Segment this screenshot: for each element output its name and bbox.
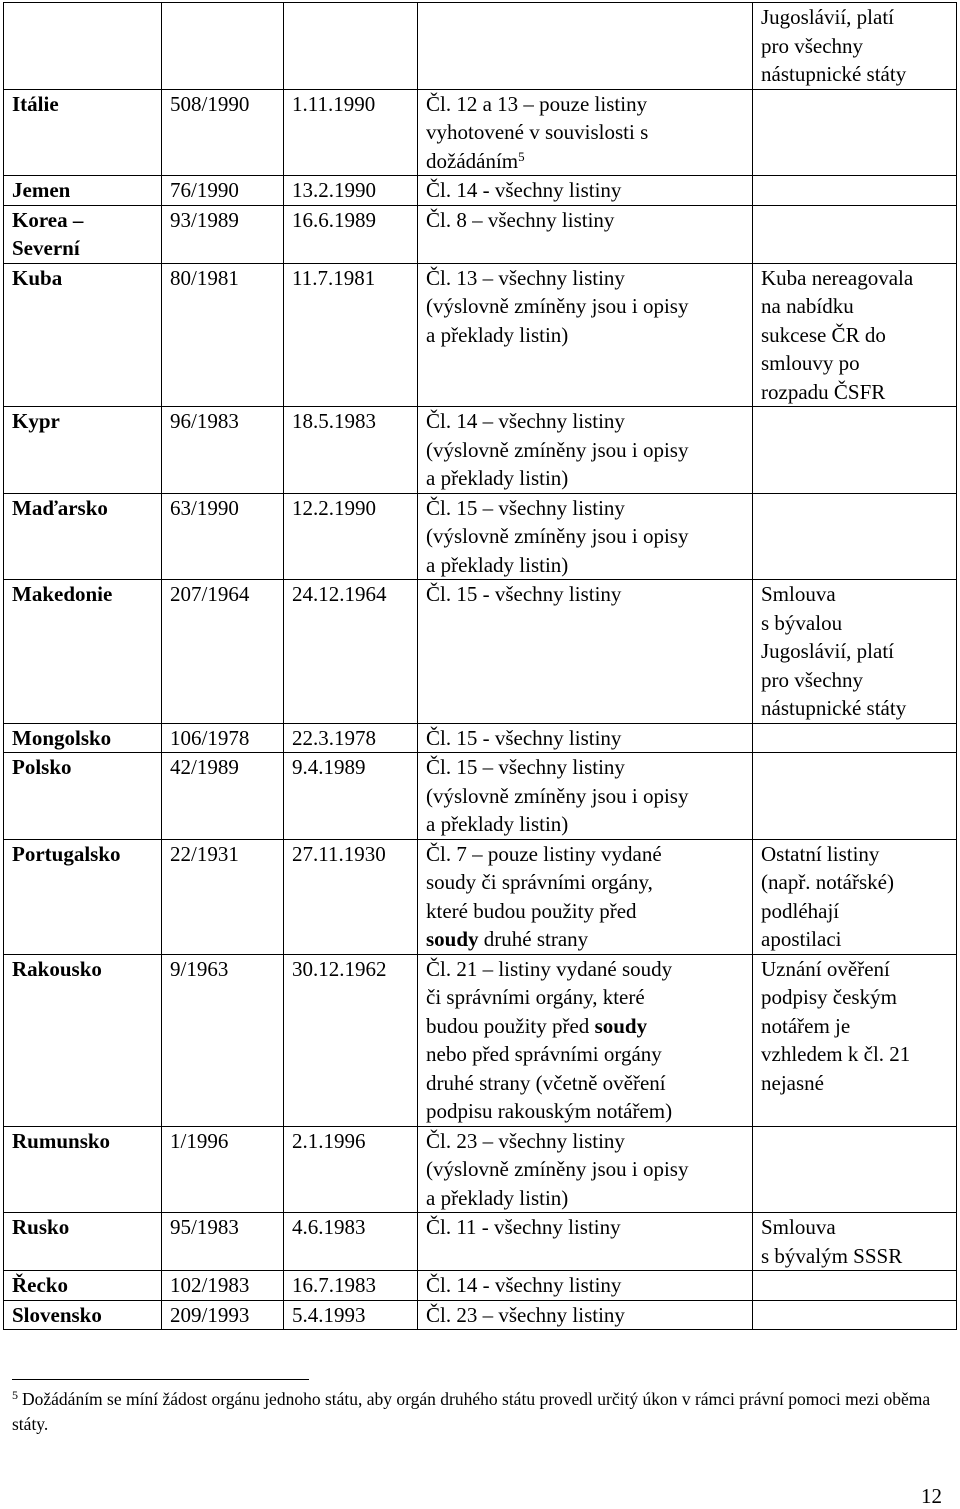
country-cell (4, 3, 162, 90)
date-cell: 5.4.1993 (284, 1300, 418, 1330)
note-cell (753, 1126, 957, 1213)
country-cell: Řecko (4, 1271, 162, 1301)
table-row (4, 1271, 957, 1301)
footnote-number: 5 (12, 1388, 18, 1402)
law-number-cell: 95/1983 (162, 1213, 284, 1271)
table-row (4, 205, 957, 263)
country-cell: Itálie (4, 89, 162, 176)
table-row (4, 1300, 957, 1330)
law-number-cell: 106/1978 (162, 723, 284, 753)
article-emphasis: soudy (594, 1013, 648, 1038)
note-cell (753, 205, 957, 263)
note-cell (753, 1271, 957, 1301)
article-emphasis: soudy (426, 927, 479, 951)
date-cell: 16.6.1989 (284, 205, 418, 263)
law-number-cell: 42/1989 (162, 753, 284, 840)
date-cell: 11.7.1981 (284, 263, 418, 407)
law-number-cell (162, 3, 284, 90)
article-cell: Čl. 15 – všechny listiny (výslovně zmíněny jsou i opisy a překlady listin) (418, 753, 753, 840)
date-cell: 22.3.1978 (284, 723, 418, 753)
note-cell (753, 723, 957, 753)
country-cell: Rumunsko (4, 1126, 162, 1213)
treaties-table (3, 2, 957, 1330)
note-cell (753, 1300, 957, 1330)
article-cell: Čl. 23 – všechny listiny (výslovně zmíněny jsou i opisy a překlady listin) (418, 1126, 753, 1213)
date-cell (284, 3, 418, 90)
law-number-cell: 93/1989 (162, 205, 284, 263)
date-cell: 24.12.1964 (284, 580, 418, 724)
article-cell (418, 3, 753, 90)
article-cell: Čl. 13 – všechny listiny (výslovně zmíněny jsou i opisy a překlady listin) (418, 263, 753, 407)
footnote-text: Dožádáním se míní žádost orgánu jednoho státu, aby orgán druhého státu provedl určitý úkon v rámci právní pomoci mezi oběma státy. (12, 1389, 931, 1434)
country-cell: Jemen (4, 176, 162, 206)
article-cell: Čl. 11 - všechny listiny (418, 1213, 753, 1271)
note-cell (753, 176, 957, 206)
note-cell (753, 89, 957, 176)
treaties-table-body (4, 3, 957, 1330)
country-cell: Rusko (4, 1213, 162, 1271)
note-cell: Uznání ověření podpisy českým notářem je vzhledem k čl. 21 nejasné (753, 954, 957, 1126)
country-cell: Kuba (4, 263, 162, 407)
date-cell: 1.11.1990 (284, 89, 418, 176)
article-cell: Čl. 15 - všechny listiny (418, 580, 753, 724)
country-cell: Rakousko (4, 954, 162, 1126)
date-cell: 13.2.1990 (284, 176, 418, 206)
table-row (4, 3, 957, 90)
note-cell: Smlouva s bývalou Jugoslávií, platí pro všechny nástupnické státy (753, 580, 957, 724)
table-row (4, 1126, 957, 1213)
date-cell: 9.4.1989 (284, 753, 418, 840)
date-cell: 12.2.1990 (284, 493, 418, 580)
article-cell: Čl. 15 – všechny listiny (výslovně zmíněny jsou i opisy a překlady listin) (418, 493, 753, 580)
article-cell: Čl. 14 – všechny listiny (výslovně zmíněny jsou i opisy a překlady listin) (418, 407, 753, 494)
article-cell (418, 954, 753, 1126)
table-row (4, 723, 957, 753)
law-number-cell: 22/1931 (162, 839, 284, 954)
footnote-separator (12, 1379, 309, 1380)
note-cell: Smlouva s bývalým SSSR (753, 1213, 957, 1271)
article-cell: Čl. 14 - všechny listiny (418, 176, 753, 206)
footnote (12, 1388, 942, 1436)
note-cell: Jugoslávií, platí pro všechny nástupnické státy (753, 3, 957, 90)
table-row (4, 1213, 957, 1271)
page-number: 12 (921, 1484, 942, 1508)
article-cell: Čl. 23 – všechny listiny (418, 1300, 753, 1330)
article-text: nebo před správními orgány druhé strany (včetně ověření podpisu rakouským notářem) (426, 1042, 673, 1123)
note-cell (753, 493, 957, 580)
country-cell: Polsko (4, 753, 162, 840)
article-cell: Čl. 14 - všechny listiny (418, 1271, 753, 1301)
article-text: druhé strany (478, 927, 589, 951)
article-text: Čl. 7 – pouze listiny vydané soudy či správními orgány, které budou použity před (426, 841, 662, 923)
law-number-cell: 207/1964 (162, 580, 284, 724)
table-row (4, 263, 957, 407)
table-row (4, 954, 957, 1126)
country-cell: Makedonie (4, 580, 162, 724)
note-cell (753, 407, 957, 494)
table-row (4, 839, 957, 954)
table-row (4, 493, 957, 580)
note-cell: Kuba nereagovala na nabídku sukcese ČR do smlouvy po rozpadu ČSFR (753, 263, 957, 407)
law-number-cell: 96/1983 (162, 407, 284, 494)
article-cell (418, 839, 753, 954)
article-text: Čl. 21 – listiny vydané soudy či správními orgány, které budou použity před (426, 956, 673, 1038)
date-cell: 2.1.1996 (284, 1126, 418, 1213)
law-number-cell: 508/1990 (162, 89, 284, 176)
law-number-cell: 76/1990 (162, 176, 284, 206)
law-number-cell: 80/1981 (162, 263, 284, 407)
table-row (4, 580, 957, 724)
country-cell: Maďarsko (4, 493, 162, 580)
country-cell: Slovensko (4, 1300, 162, 1330)
date-cell: 16.7.1983 (284, 1271, 418, 1301)
article-cell: Čl. 12 a 13 – pouze listiny vyhotovené v souvislosti s dožádáním$^5$ (418, 89, 753, 176)
country-cell: Kypr (4, 407, 162, 494)
date-cell: 30.12.1962 (284, 954, 418, 1126)
table-row (4, 753, 957, 840)
date-cell: 18.5.1983 (284, 407, 418, 494)
footnote-reference: 5 (518, 148, 525, 164)
table-row (4, 176, 957, 206)
article-cell: Čl. 15 - všechny listiny (418, 723, 753, 753)
law-number-cell: 63/1990 (162, 493, 284, 580)
country-cell: Korea – Severní (4, 205, 162, 263)
law-number-cell: 102/1983 (162, 1271, 284, 1301)
law-number-cell: 1/1996 (162, 1126, 284, 1213)
law-number-cell: 209/1993 (162, 1300, 284, 1330)
note-cell: Ostatní listiny (např. notářské) podléhají apostilaci (753, 839, 957, 954)
article-cell: Čl. 8 – všechny listiny (418, 205, 753, 263)
date-cell: 27.11.1930 (284, 839, 418, 954)
law-number-cell: 9/1963 (162, 954, 284, 1126)
table-row (4, 407, 957, 494)
note-cell (753, 753, 957, 840)
country-cell: Portugalsko (4, 839, 162, 954)
date-cell: 4.6.1983 (284, 1213, 418, 1271)
table-row (4, 89, 957, 176)
country-cell: Mongolsko (4, 723, 162, 753)
